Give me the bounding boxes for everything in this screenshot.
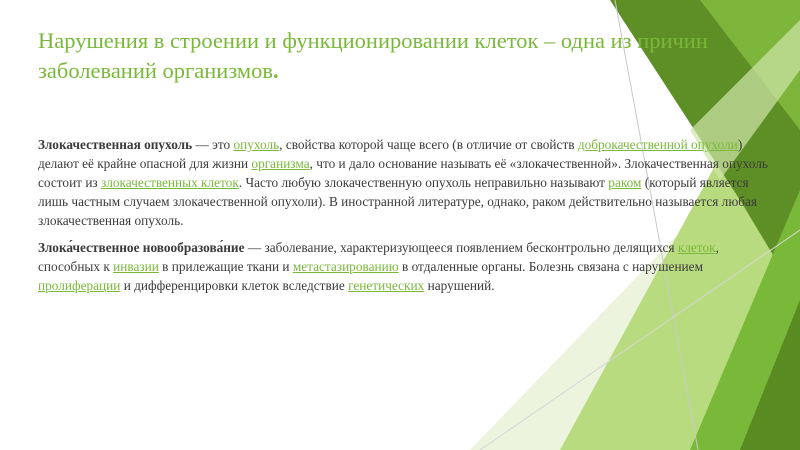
paragraph-malignant-tumor [38,135,773,230]
link-metastasis[interactable]: метастазированию [292,259,399,274]
link-tumor[interactable]: опухоль [233,137,280,152]
link-malignant-cells[interactable]: злокачественных клеток [101,175,239,190]
link-cells[interactable]: клеток [677,240,716,255]
paragraph-text: . Часто любую злокачественную опухоль неправильно называют [238,175,609,190]
paragraph-text: и дифференцировки клеток вследствие [120,278,349,293]
link-proliferation[interactable]: пролиферации [38,278,121,293]
paragraph-text: , что и дало основание называть её «злокачественной». Злокачественная опухоль состоит из [38,156,768,190]
paragraph-text: в отдаленные органы. Болезнь связана с нарушением [398,259,703,274]
slide-title-text: Нарушения в строении и функционировании клеток – одна из причин заболеваний организмов [38,28,708,83]
paragraph-text: , способных к [38,240,719,274]
paragraph-text: (который является лишь частным случаем злокачественной опухоли). В иностранной литературе, однако, раком действительно называется любая злокачественная опухоль. [38,175,758,228]
paragraph-text: в прилежащие ткани и [158,259,293,274]
paragraph-text: — это [192,137,234,152]
link-cancer[interactable]: раком [608,175,642,190]
term-malignant-tumor: Злокачественная опухоль [38,137,193,152]
link-benign-tumor[interactable]: доброкачественной опухоли [577,137,738,152]
link-genetic[interactable]: генетических [348,278,425,293]
paragraph-text: — заболевание, характеризующееся появлением бесконтрольно делящихся [244,240,678,255]
term-malignant-neoplasm: Злока́чественное новообразова́ние [38,240,245,255]
slide-title [38,26,738,86]
slide-body [38,135,773,303]
link-invasion[interactable]: инвазии [113,259,159,274]
slide-title-period: . [273,58,279,83]
paragraph-malignant-neoplasm [38,238,773,295]
paragraph-text: ) делают её крайне опасной для жизни [38,137,743,171]
paragraph-text: нарушений. [424,278,495,293]
link-organism[interactable]: организма [251,156,310,171]
paragraph-text: , свойства которой чаще всего (в отличие от свойств [279,137,578,152]
